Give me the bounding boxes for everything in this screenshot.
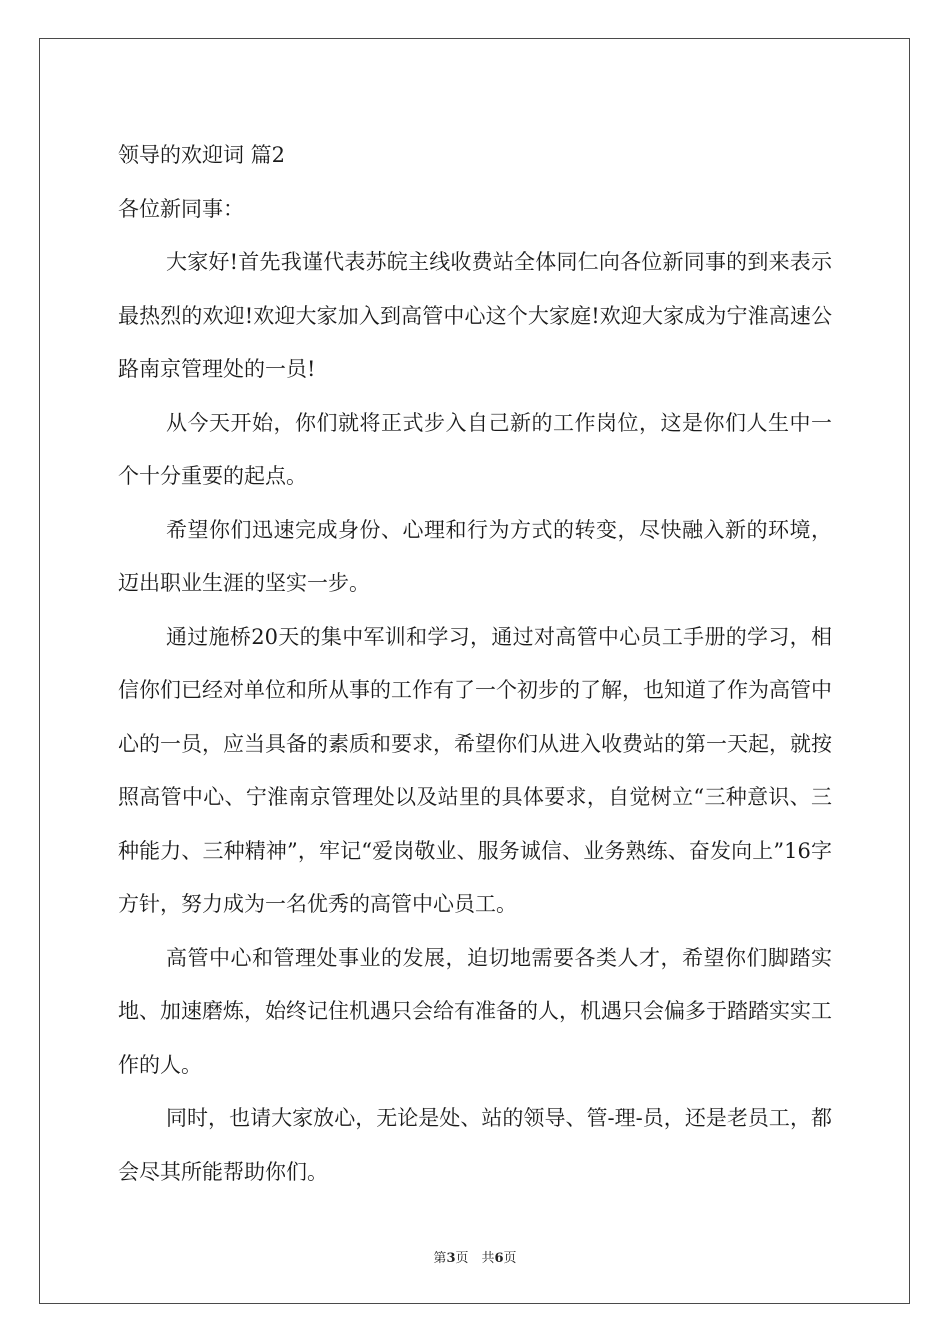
current-page-number: 3 [446, 1251, 456, 1266]
page-mid: 页 共 [455, 1251, 495, 1266]
paragraph-training: 通过施桥20天的集中军训和学习，通过对高管中心员工手册的学习，相信你们已经对单位和所从事的工作有了一个初步的了解，也知道了作为高管中心的一员，应当具备的素质和要求，希望你们从进入收费站的第一天起，就按照高管中心、宁淮南京管理处以及站里的具体要求，自觉树立“三种意识、三种能力、三种精神”，牢记“爱岗敬业、服务诚信、业务熟练、奋发向上”16字方针，努力成为一名优秀的高管中心员工。 [118, 624, 832, 916]
salutation: 各位新同事： [118, 197, 244, 221]
paragraph-greeting: 大家好!首先我谨代表苏皖主线收费站全体同仁向各位新同事的到来表示最热烈的欢迎!欢迎大家加入到高管中心这个大家庭!欢迎大家成为宁淮高速公路南京管理处的一员! [118, 250, 832, 381]
total-page-number: 6 [494, 1251, 504, 1266]
paragraph-transition: 希望你们迅速完成身份、心理和行为方式的转变，尽快融入新的环境，迈出职业生涯的坚实一步。 [118, 517, 832, 595]
document-heading: 领导的欢迎词 篇2 [118, 143, 286, 167]
paragraph-support: 同时，也请大家放心，无论是处、站的领导、管-理-员，还是老员工，都会尽其所能帮助你们。 [118, 1106, 832, 1184]
document-body [118, 128, 832, 1199]
page-prefix: 第 [433, 1251, 447, 1266]
paragraph-starting-point: 从今天开始，你们就将正式步入自己新的工作岗位，这是你们人生中一个十分重要的起点。 [118, 410, 832, 488]
page-suffix: 页 [503, 1251, 517, 1266]
paragraph-talent: 高管中心和管理处事业的发展，迫切地需要各类人才，希望你们脚踏实地、加速磨炼，始终记住机遇只会给有准备的人，机遇只会偏多于踏踏实实工作的人。 [118, 945, 832, 1077]
page-number-footer [0, 1247, 950, 1266]
